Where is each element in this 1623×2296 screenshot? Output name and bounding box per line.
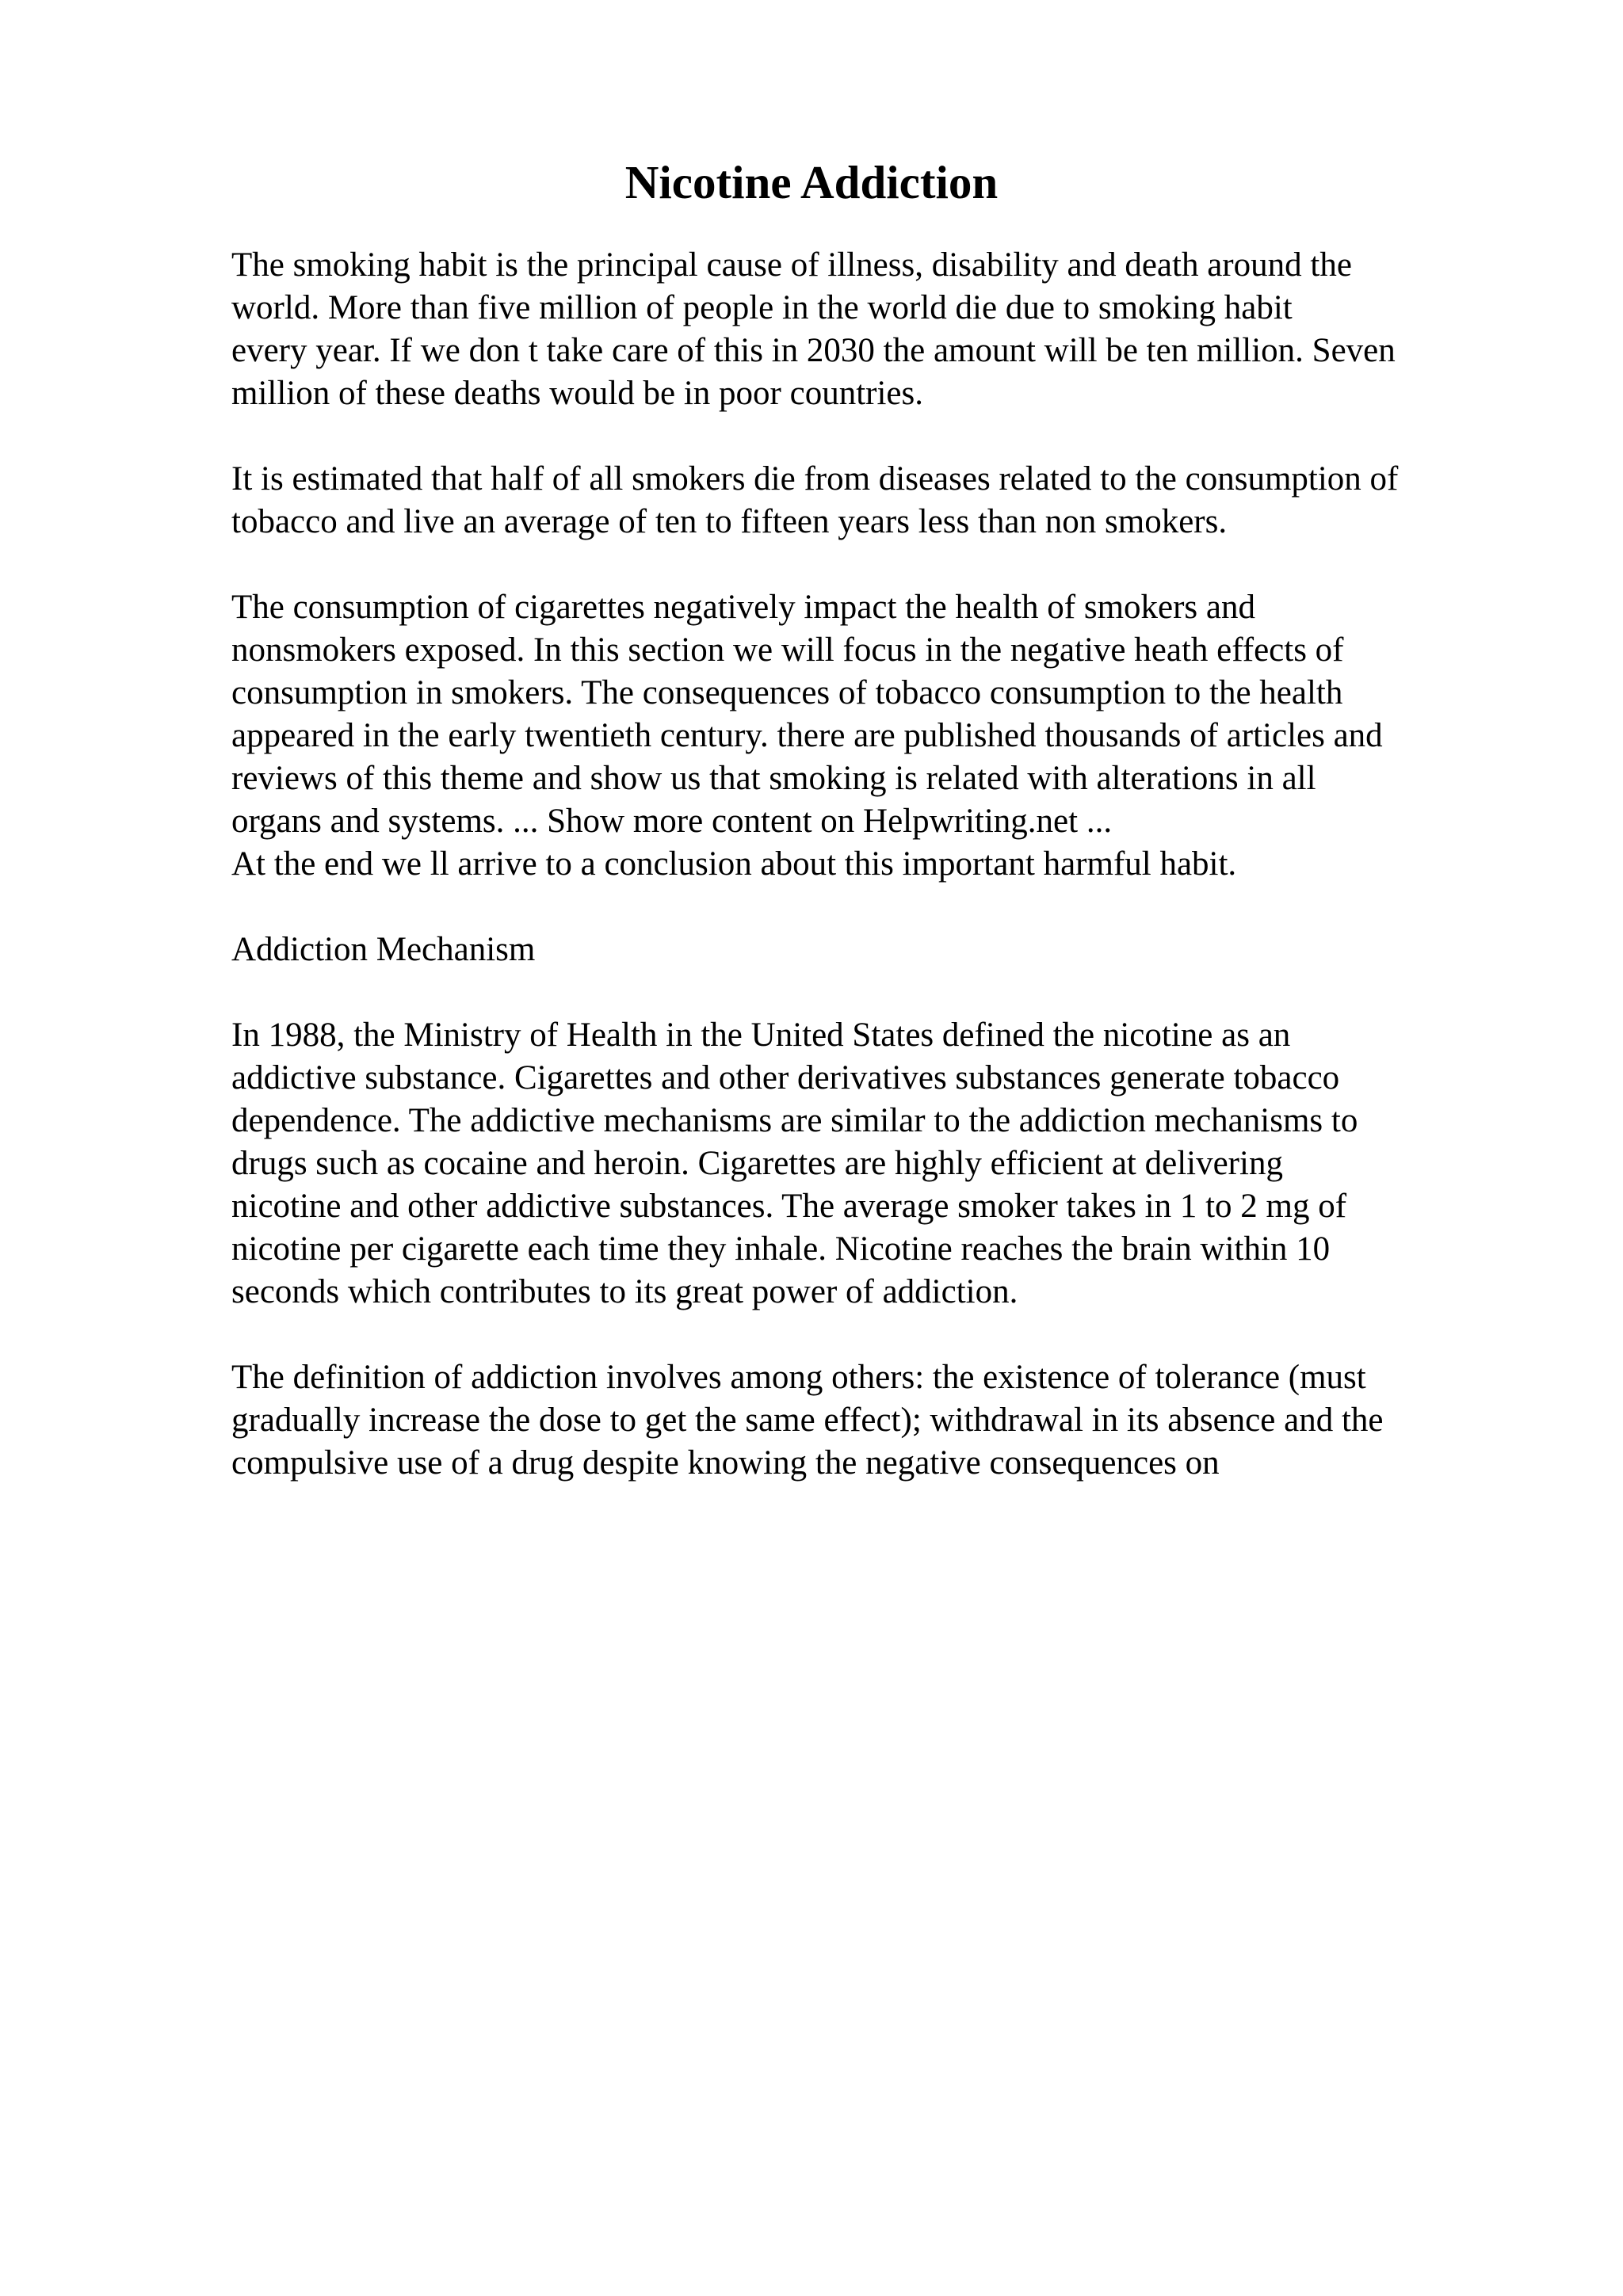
paragraph-addiction-mechanism (231, 1014, 1515, 1314)
paragraph-line: addictive substance. Cigarettes and other derivatives substances generate tobacco (231, 1059, 1340, 1097)
paragraph-line: The definition of addiction involves among others: the existence of tolerance (must (231, 1359, 1366, 1396)
paragraph-health-effects (231, 586, 1515, 886)
paragraph-line: seconds which contributes to its great power of addiction. (231, 1273, 1018, 1310)
paragraph-line: tobacco and live an average of ten to fifteen years less than non smokers. (231, 503, 1228, 540)
paragraph-line: nicotine per cigarette each time they inhale. Nicotine reaches the brain within 10 (231, 1230, 1331, 1268)
paragraph-line: million of these deaths would be in poor countries. (231, 375, 923, 412)
paragraph-line: appeared in the early twentieth century. there are published thousands of articles and (231, 717, 1383, 754)
paragraph-line: reviews of this theme and show us that smoking is related with alterations in all (231, 760, 1316, 797)
paragraph-intro (231, 244, 1515, 415)
paragraph-line: consumption in smokers. The consequences of tobacco consumption to the health (231, 674, 1343, 711)
paragraph-line: At the end we ll arrive to a conclusion about this important harmful habit. (231, 845, 1237, 883)
paragraph-line: organs and systems. ... Show more content on Helpwriting.net ... (231, 803, 1113, 840)
section-heading-text: Addiction Mechanism (231, 931, 536, 968)
paragraph-line: It is estimated that half of all smokers die from diseases related to the consumption of (231, 460, 1399, 498)
document-body (231, 244, 1515, 1527)
paragraph-line: drugs such as cocaine and heroin. Cigarettes are highly efficient at delivering (231, 1145, 1283, 1182)
paragraph-line: nonsmokers exposed. In this section we will focus in the negative heath effects of (231, 631, 1344, 669)
paragraph-line: compulsive use of a drug despite knowing the negative consequences on (231, 1444, 1220, 1482)
paragraph-line: The smoking habit is the principal cause of illness, disability and death around the (231, 246, 1352, 284)
paragraph-addiction-definition (231, 1356, 1515, 1485)
paragraph-line: The consumption of cigarettes negatively impact the health of smokers and (231, 589, 1255, 626)
paragraph-line: world. More than five million of people in the world die due to smoking habit (231, 289, 1293, 326)
section-heading-addiction-mechanism (231, 929, 1515, 971)
paragraph-line: gradually increase the dose to get the same effect); withdrawal in its absence and the (231, 1402, 1384, 1439)
paragraph-line: nicotine and other addictive substances. The average smoker takes in 1 to 2 mg of (231, 1188, 1347, 1225)
document-title: Nicotine Addiction (624, 156, 999, 208)
paragraph-mortality (231, 458, 1515, 543)
paragraph-line: every year. If we don t take care of this in 2030 the amount will be ten million. Seven (231, 332, 1396, 369)
paragraph-line: dependence. The addictive mechanisms are similar to the addiction mechanisms to (231, 1102, 1358, 1139)
paragraph-line: In 1988, the Ministry of Health in the United States defined the nicotine as an (231, 1016, 1291, 1054)
